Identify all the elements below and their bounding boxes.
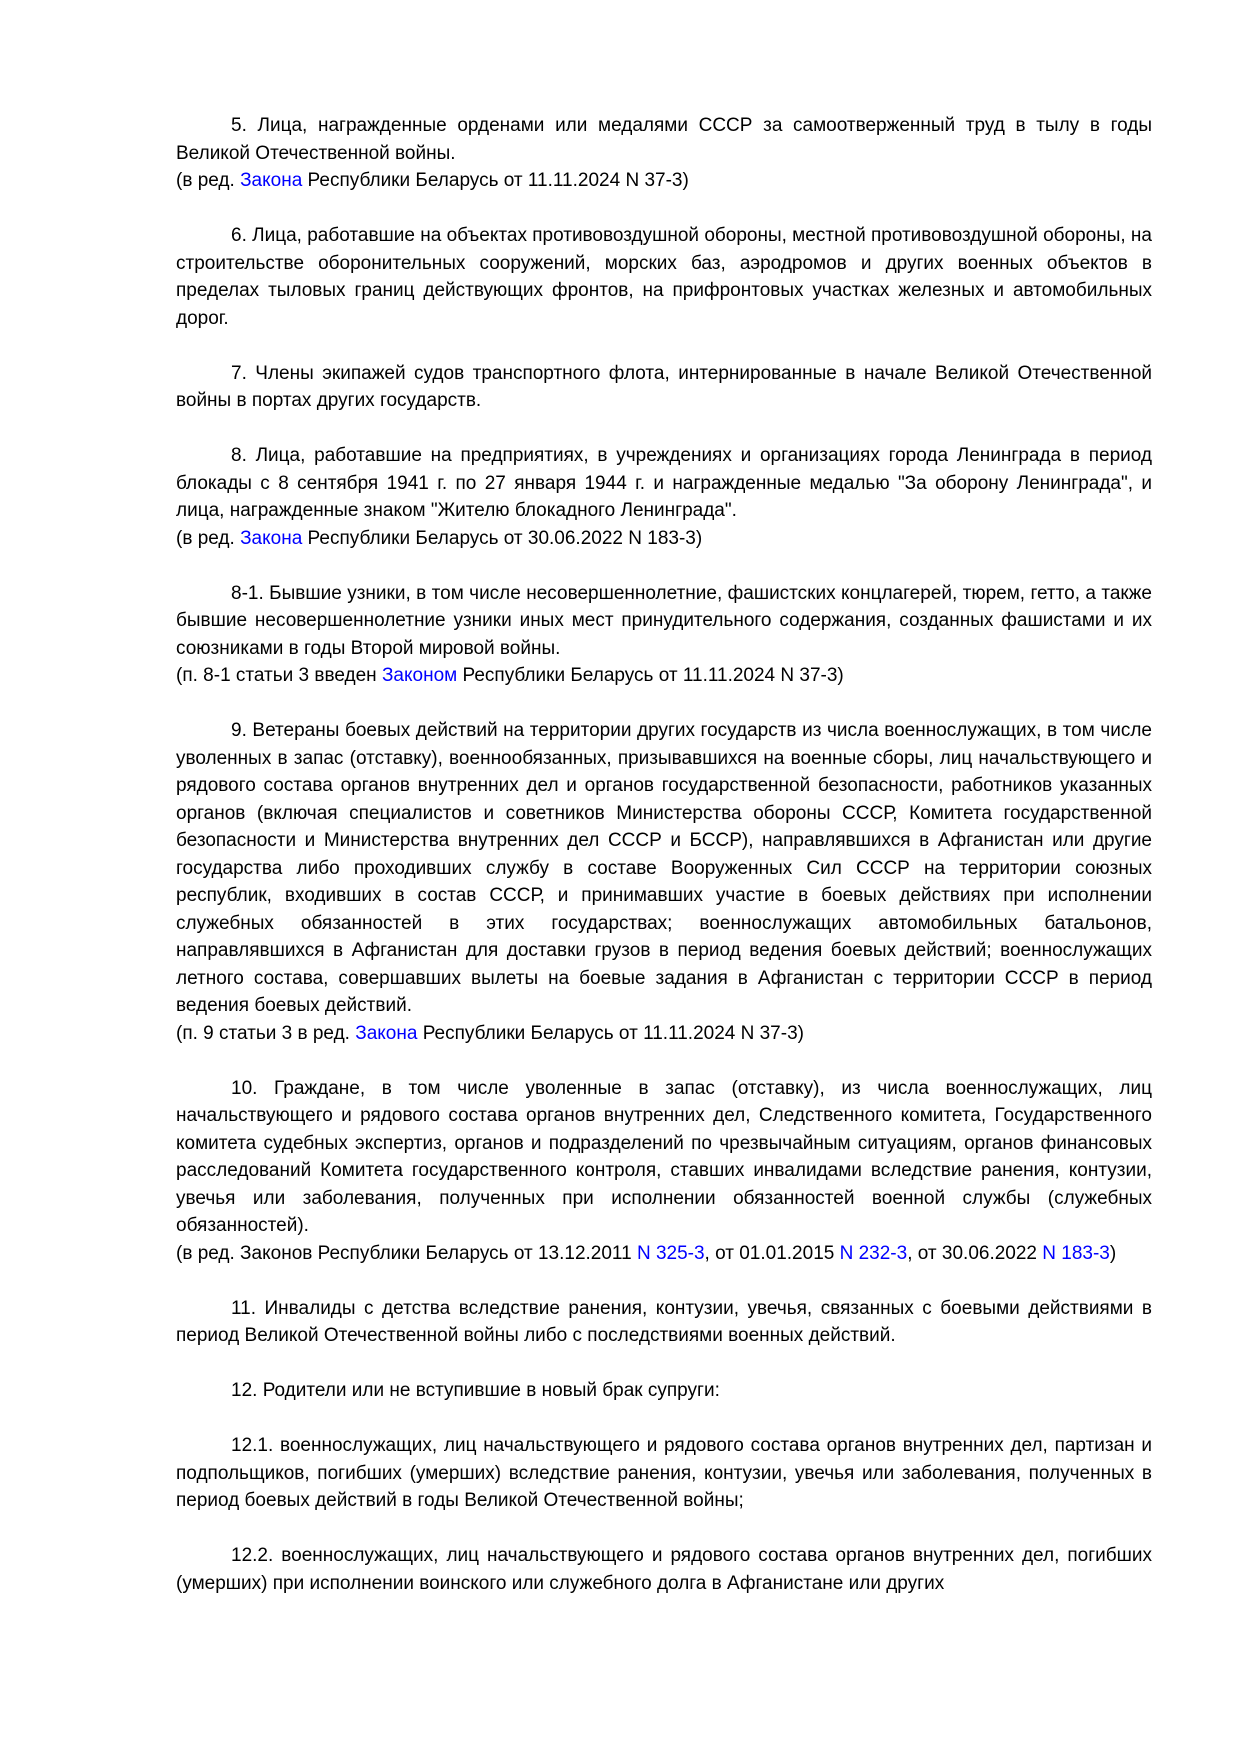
paragraph-text: 8-1. Бывшие узники, в том числе несовершеннолетние, фашистских концлагерей, тюрем, гетто, а также бывшие несовершеннолетние узники иных мест принудительного содержания, созданных фашистами и их союзниками в годы Второй мировой войны.: [176, 582, 1152, 659]
document-body: [176, 112, 1152, 1597]
paragraph-text: 12.1. военнослужащих, лиц начальствующего и рядового состава органов внутренних дел, партизан и подпольщиков, погибших (умерших) вследствие ранения, контузии, увечья или заболевания, полученных в период боевых действий в годы Великой Отечественной войны;: [176, 1435, 1152, 1511]
amendment-note: [176, 1020, 1152, 1048]
law-paragraph: [176, 112, 1152, 167]
law-reference-link[interactable]: Закона: [240, 170, 303, 191]
paragraph-text: Республики Беларусь от 11.11.2024 N 37-3): [302, 170, 689, 191]
law-paragraph: [176, 1075, 1152, 1240]
law-reference-link[interactable]: N 232-3: [839, 1242, 908, 1264]
paragraph-text: (п. 9 статьи 3 в ред.: [176, 1022, 356, 1044]
paragraph-text: Республики Беларусь от 30.06.2022 N 183-3): [302, 527, 703, 549]
paragraph-text: , от 01.01.2015: [704, 1242, 840, 1264]
paragraph-text: 12.2. военнослужащих, лиц начальствующего и рядового состава органов внутренних дел, погибших (умерших) при исполнении воинского или служебного долга в Афганистане или других: [176, 1545, 1152, 1594]
paragraph-text: Республики Беларусь от 11.11.2024 N 37-3): [457, 665, 844, 686]
law-reference-link[interactable]: Закона: [240, 527, 303, 549]
paragraph-text: 7. Члены экипажей судов транспортного флота, интернированные в начале Великой Отечественной войны в портах других государств.: [176, 362, 1152, 411]
paragraph-text: (в ред. Законов Республики Беларусь от 13.12.2011: [176, 1242, 637, 1264]
law-paragraph: [176, 1542, 1152, 1597]
amendment-note: [176, 167, 1152, 195]
paragraph-text: (п. 8-1 статьи 3 введен: [176, 665, 382, 686]
paragraph-text: (в ред.: [176, 170, 241, 191]
paragraph-text: (в ред.: [176, 527, 241, 549]
law-paragraph: [176, 717, 1152, 1020]
law-paragraph: [176, 442, 1152, 525]
law-paragraph: [176, 580, 1152, 663]
paragraph-text: 8. Лица, работавшие на предприятиях, в учреждениях и организациях города Ленинграда в период блокады с 8 сентября 1941 г. по 27 января 1944 г. и награжденные медалью "За оборону Ленинграда", и лица, награжденные знаком "Жителю блокадного Ленинграда".: [176, 445, 1152, 521]
law-paragraph: [176, 1377, 1152, 1405]
amendment-note: [176, 525, 1152, 553]
paragraph-text: 12. Родители или не вступившие в новый брак супруги:: [231, 1380, 720, 1401]
paragraph-text: 6. Лица, работавшие на объектах противовоздушной обороны, местной противовоздушной обороны, на строительстве оборонительных сооружений, морских баз, аэродромов и других военных объектов в пределах тыловых границ действующих фронтов, на прифронтовых участках железных и автомобильных дорог.: [176, 225, 1152, 329]
paragraph-text: 5. Лица, награжденные орденами или медалями СССР за самоотверженный труд в тылу в годы Великой Отечественной войны.: [176, 115, 1152, 164]
amendment-note: [176, 662, 1152, 690]
paragraph-text: , от 30.06.2022: [907, 1242, 1043, 1264]
paragraph-text: 10. Граждане, в том числе уволенные в запас (отставку), из числа военнослужащих, лиц начальствующего и рядового состава органов внутренних дел, Следственного комитета, Государственного комитета судебных экспертиз, органов и подразделений по чрезвычайным ситуациям, органов финансовых расследований Комитета государственного контроля, ставших инвалидами вследствие ранения, контузии, увечья или заболевания, полученных при исполнении обязанностей военной службы (служебных обязанностей).: [176, 1077, 1152, 1236]
paragraph-text: 9. Ветераны боевых действий на территории других государств из числа военнослужащих, в том числе уволенных в запас (отставку), военнообязанных, призывавшихся на военные сборы, лиц начальствующего и рядового состава органов внутренних дел и органов государственной безопасности, работников указанных органов (включая специалистов и советников Министерства обороны СССР, Комитета государственной безопасности и Министерства внутренних дел СССР и БССР), направлявшихся в Афганистан или другие государства либо проходивших службу в составе Вооруженных Сил СССР на территории союзных республик, входивших в состав СССР, и принимавших участие в боевых действиях при исполнении служебных обязанностей в этих государствах; военнослужащих автомобильных батальонов, направлявшихся в Афганистан для доставки грузов в период ведения боевых действий; военнослужащих летного состава, совершавших вылеты на боевые задания в Афганистан с территории СССР в период ведения боевых действий.: [176, 720, 1152, 1016]
law-paragraph: [176, 1295, 1152, 1350]
law-paragraph: [176, 222, 1152, 332]
law-reference-link[interactable]: N 325-3: [636, 1242, 705, 1264]
law-reference-link[interactable]: N 183-3: [1042, 1242, 1110, 1264]
paragraph-text: Республики Беларусь от 11.11.2024 N 37-3): [417, 1022, 804, 1044]
law-paragraph: [176, 1432, 1152, 1515]
paragraph-text: 11. Инвалиды с детства вследствие ранения, контузии, увечья, связанных с боевыми действиями в период Великой Отечественной войны либо с последствиями военных действий.: [176, 1297, 1152, 1346]
paragraph-text: ): [1109, 1242, 1117, 1264]
amendment-note: [176, 1240, 1152, 1268]
law-paragraph: [176, 360, 1152, 415]
law-reference-link[interactable]: Закона: [355, 1022, 418, 1044]
law-reference-link[interactable]: Законом: [381, 665, 458, 686]
